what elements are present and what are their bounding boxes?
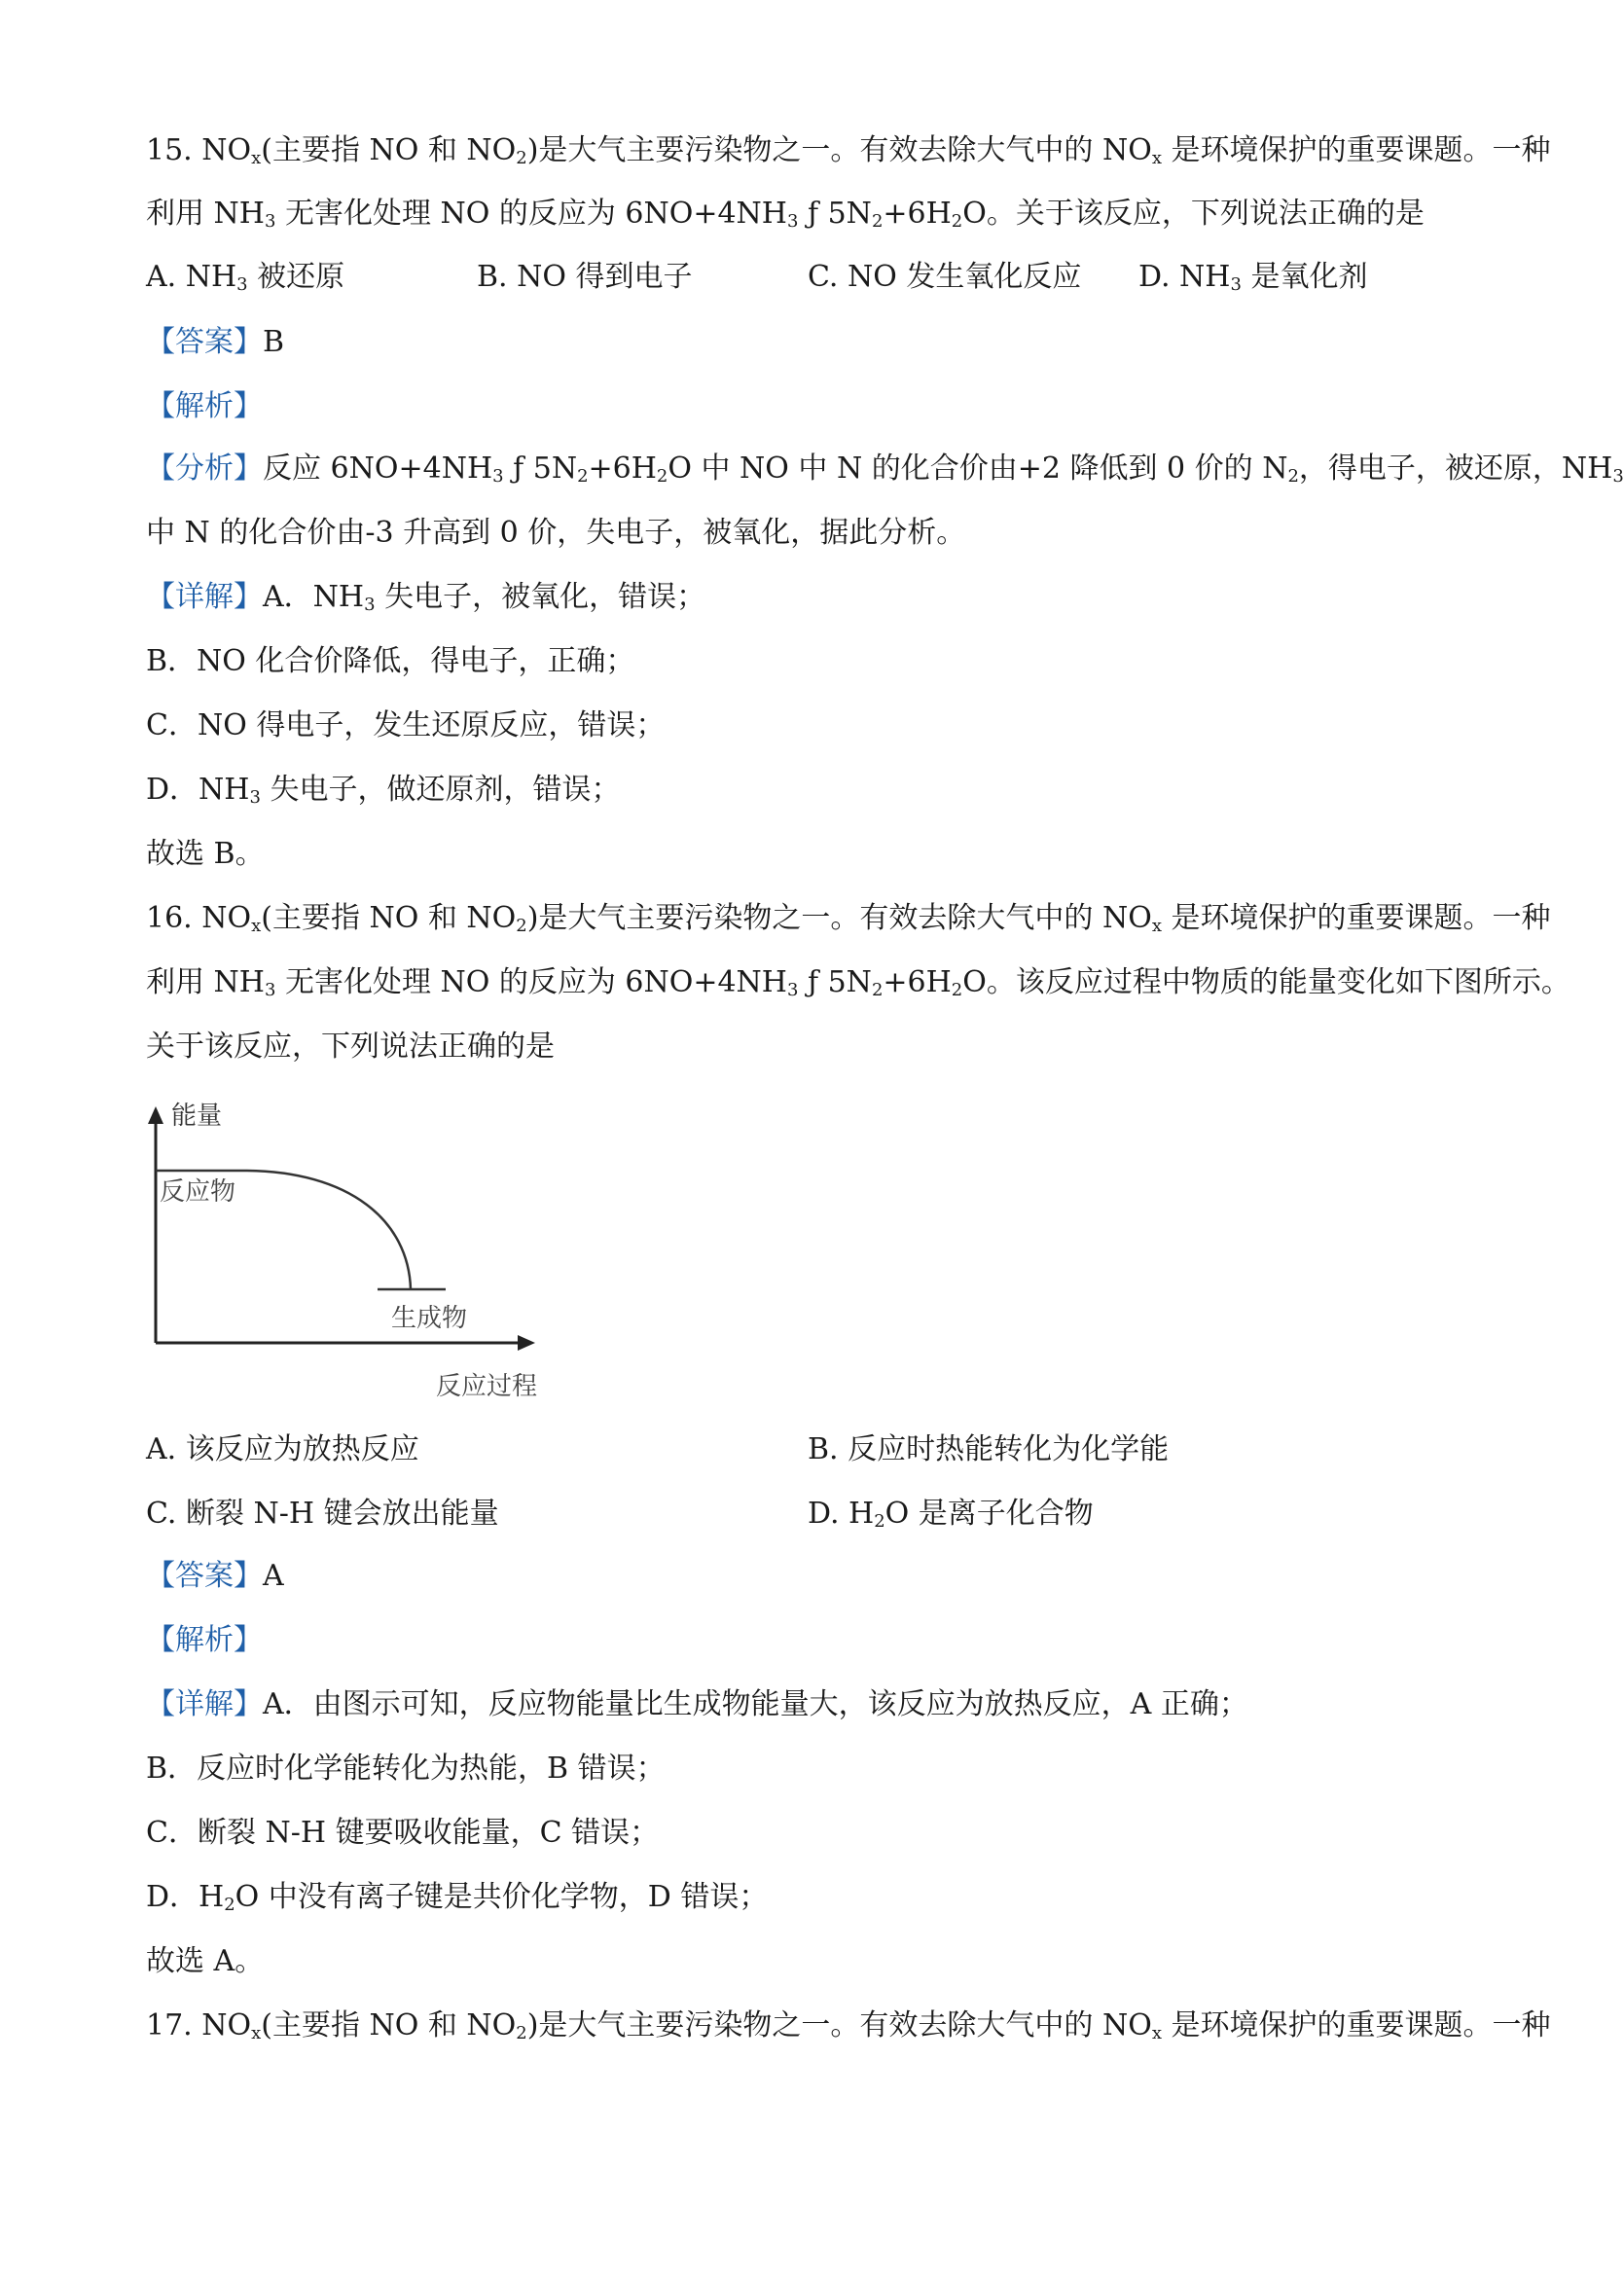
q16-stem-line-2: 利用 $NH_3$ 无害化处理 NO 的反应为 $6NO+4NH_3$ ƒ $5N_2+6H_2O$。该反应过程中物质的能量变化如下图所示。 <box>146 965 1570 1000</box>
q15-detail-a: 【详解】A．$NH_3$ 失电子，被氧化，错误； <box>146 580 706 615</box>
q16-option-b: B. 反应时热能转化为化学能 <box>808 1432 1170 1466</box>
q16-detail-b: B．反应时化学能转化为热能，B 错误； <box>146 1752 666 1786</box>
q16-analysis-heading: 【解析】 <box>146 1623 263 1657</box>
q16-option-a: A. 该反应为放热反应 <box>146 1432 419 1466</box>
energy-x-label: 反应过程 <box>436 1372 538 1401</box>
q16-option-c: C. 断裂 N-H 键会放出能量 <box>146 1497 499 1531</box>
q15-fenxi-line-2: 中 N 的化合价由-3 升高到 0 价，失电子，被氧化，据此分析。 <box>146 516 966 550</box>
q15-fenxi-line-1: 【分析】反应 $6NO+4NH_3$ ƒ $5N_2+6H_2O$ 中 NO 中 N 的化合价由+2 降低到 0 价的 $N_2$，得电子，被还原，$NH_3$ <box>146 452 1624 487</box>
q17-stem-line-1: 17. $NO_x$(主要指 NO 和 $NO_2$)是大气主要污染物之一。有效去除大气中的 $NO_x$ 是环境保护的重要课题。一种 <box>146 2008 1551 2043</box>
q15-stem-line-1: 15. $NO_x$(主要指 NO 和 $NO_2$)是大气主要污染物之一。有效去除大气中的 $NO_x$ 是环境保护的重要课题。一种 <box>146 133 1551 168</box>
q16-answer: 【答案】A <box>146 1559 284 1593</box>
q15-option-b: B. NO 得到电子 <box>477 260 693 294</box>
energy-axis-x-arrow <box>518 1335 535 1351</box>
q15-detail-b: B．NO 化合价降低，得电子，正确； <box>146 644 635 678</box>
q15-option-a: A. $NH_3$ 被还原 <box>146 260 345 295</box>
q16-detail-c: C．断裂 N-H 键要吸收能量，C 错误； <box>146 1816 660 1850</box>
q15-analysis-heading: 【解析】 <box>146 389 263 423</box>
q16-conclusion: 故选 A。 <box>146 1944 265 1978</box>
q15-answer: 【答案】B <box>146 325 285 359</box>
q15-conclusion: 故选 B。 <box>146 837 265 871</box>
q15-stem-line-2: 利用 $NH_3$ 无害化处理 NO 的反应为 $6NO+4NH_3$ ƒ $5N_2+6H_2O$。关于该反应，下列说法正确的是 <box>146 197 1425 232</box>
q16-stem-line-3: 关于该反应，下列说法正确的是 <box>146 1030 555 1064</box>
energy-diagram <box>136 1085 564 1406</box>
q15-detail-c: C．NO 得电子，发生还原反应，错误； <box>146 708 666 742</box>
q15-option-c: C. NO 发生氧化反应 <box>808 260 1082 294</box>
q15-option-d: D. $NH_3$ 是氧化剂 <box>1138 260 1368 295</box>
energy-y-label: 能量 <box>171 1102 223 1131</box>
energy-reactant-label: 反应物 <box>160 1177 236 1207</box>
q16-stem-line-1: 16. $NO_x$(主要指 NO 和 $NO_2$)是大气主要污染物之一。有效去除大气中的 $NO_x$ 是环境保护的重要课题。一种 <box>146 901 1551 936</box>
energy-product-label: 生成物 <box>391 1304 468 1333</box>
q15-detail-d: D．$NH_3$ 失电子，做还原剂，错误； <box>146 773 621 808</box>
energy-axis-y-arrow <box>148 1106 163 1124</box>
q16-option-d: D. $H_2O$ 是离子化合物 <box>808 1497 1094 1532</box>
q16-detail-a: 【详解】A．由图示可知，反应物能量比生成物能量大，该反应为放热反应，A 正确； <box>146 1687 1248 1721</box>
q16-detail-d: D．$H_2O$ 中没有离子键是共价化学物，D 错误； <box>146 1880 769 1915</box>
